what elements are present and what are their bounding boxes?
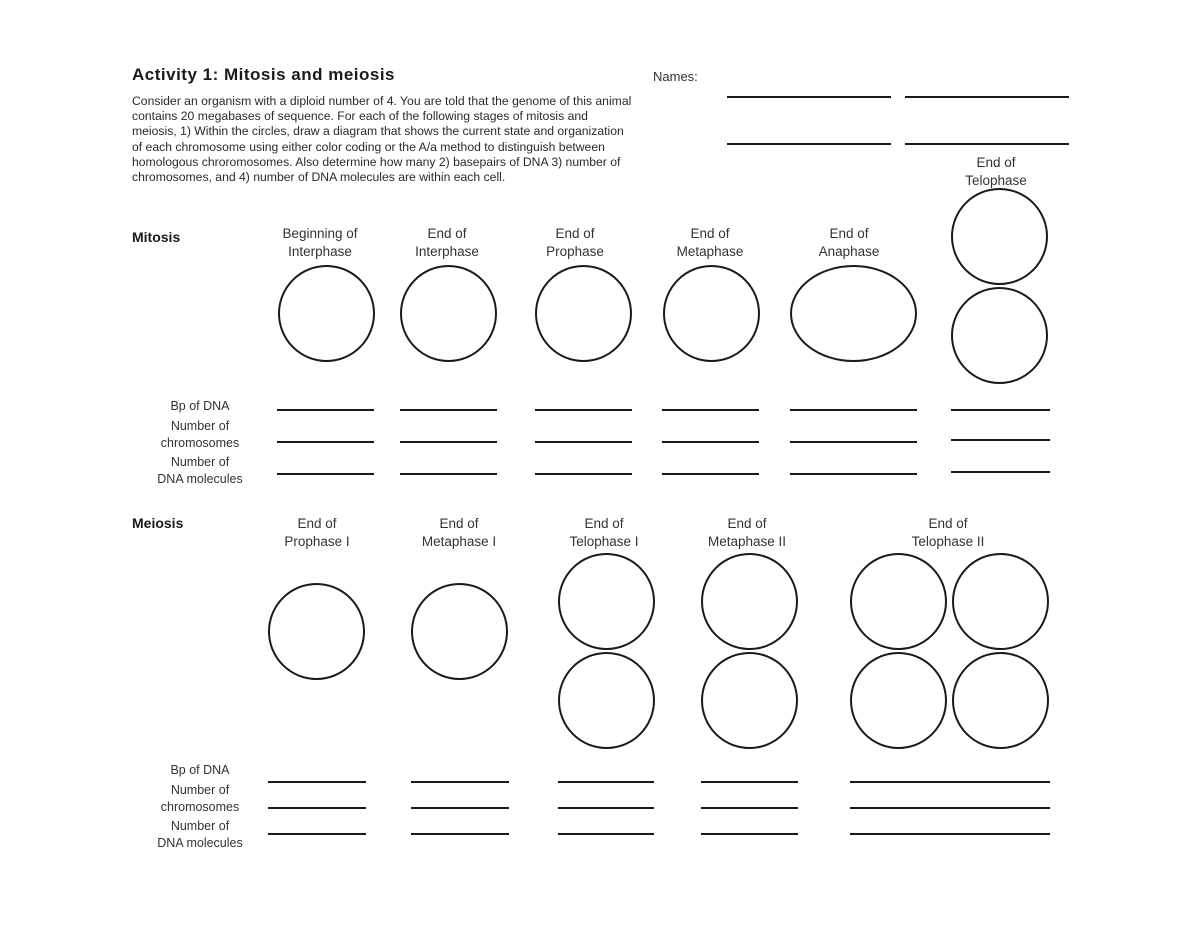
stage-label-end-anaphase: End of Anaphase — [818, 226, 880, 259]
cell-circle-end-telophase-ii-3[interactable] — [850, 652, 947, 749]
mitosis-bp-answer-line[interactable] — [951, 409, 1050, 411]
stage-label-end-metaphase-ii: End of Metaphase II — [707, 516, 787, 549]
mitosis-dna-answer-line[interactable] — [277, 473, 374, 475]
cell-circle-end-telophase-i-top[interactable] — [558, 553, 655, 650]
name-line-4[interactable] — [905, 143, 1069, 145]
mitosis-dna-molecules-label: Number of DNA molecules — [157, 455, 243, 486]
meiosis-bp-answer-line[interactable] — [558, 781, 654, 783]
mitosis-chromosomes-answer-line[interactable] — [662, 441, 759, 443]
cell-oval-end-anaphase[interactable] — [790, 265, 917, 362]
mitosis-section-label: Mitosis — [132, 229, 181, 245]
stage-label-beginning-interphase: Beginning of Interphase — [282, 226, 358, 259]
meiosis-bp-answer-line[interactable] — [701, 781, 798, 783]
mitosis-bp-answer-line[interactable] — [535, 409, 632, 411]
meiosis-dna-answer-line[interactable] — [558, 833, 654, 835]
mitosis-dna-answer-line[interactable] — [400, 473, 497, 475]
names-label: Names: — [653, 69, 698, 84]
mitosis-bp-answer-line[interactable] — [400, 409, 497, 411]
mitosis-bp-answer-line[interactable] — [790, 409, 917, 411]
stage-label-end-prophase-i: End of Prophase I — [284, 516, 350, 549]
meiosis-dna-answer-line[interactable] — [850, 833, 1050, 835]
cell-circle-end-telophase-bottom[interactable] — [951, 287, 1048, 384]
mitosis-bp-label: Bp of DNA — [170, 399, 230, 413]
meiosis-chromosomes-answer-line[interactable] — [268, 807, 366, 809]
cell-circle-end-prophase-i[interactable] — [268, 583, 365, 680]
cell-circle-end-metaphase-ii-top[interactable] — [701, 553, 798, 650]
mitosis-bp-answer-line[interactable] — [277, 409, 374, 411]
meiosis-dna-answer-line[interactable] — [268, 833, 366, 835]
mitosis-dna-answer-line[interactable] — [535, 473, 632, 475]
mitosis-dna-answer-line[interactable] — [951, 471, 1050, 473]
meiosis-bp-answer-line[interactable] — [411, 781, 509, 783]
meiosis-dna-answer-line[interactable] — [701, 833, 798, 835]
cell-circle-end-telophase-ii-2[interactable] — [952, 553, 1049, 650]
meiosis-dna-molecules-label: Number of DNA molecules — [157, 819, 243, 850]
meiosis-chromosomes-label: Number of chromosomes — [160, 783, 240, 814]
meiosis-chromosomes-answer-line[interactable] — [558, 807, 654, 809]
mitosis-chromosomes-answer-line[interactable] — [951, 439, 1050, 441]
cell-circle-end-interphase[interactable] — [400, 265, 497, 362]
meiosis-bp-answer-line[interactable] — [850, 781, 1050, 783]
meiosis-chromosomes-answer-line[interactable] — [701, 807, 798, 809]
cell-circle-end-metaphase-i[interactable] — [411, 583, 508, 680]
stage-label-end-metaphase-i: End of Metaphase I — [421, 516, 497, 549]
name-line-3[interactable] — [727, 143, 891, 145]
mitosis-dna-answer-line[interactable] — [662, 473, 759, 475]
mitosis-dna-answer-line[interactable] — [790, 473, 917, 475]
meiosis-section-label: Meiosis — [132, 515, 184, 531]
cell-circle-end-telophase-top[interactable] — [951, 188, 1048, 285]
meiosis-bp-answer-line[interactable] — [268, 781, 366, 783]
name-line-1[interactable] — [727, 96, 891, 98]
cell-circle-end-metaphase[interactable] — [663, 265, 760, 362]
worksheet-title: Activity 1: Mitosis and meiosis — [132, 65, 396, 84]
mitosis-chromosomes-answer-line[interactable] — [790, 441, 917, 443]
cell-circle-end-telophase-i-bottom[interactable] — [558, 652, 655, 749]
mitosis-chromosomes-answer-line[interactable] — [535, 441, 632, 443]
instructions-text: Consider an organism with a diploid number of 4. You are told that the genome of this animal contains 20 megabases of sequence. For each of the following stages of mitosis and meiosis, 1) Within the circles, draw a diagram that shows the current state and organization of each chromosome using either color coding or the A/a method to distinguish between homologous chroromosomes. Also determine how many 2) basepairs of DNA 3) number of chromosomes, and 4) number of DNA molecules are within each cell. — [132, 94, 632, 185]
meiosis-dna-answer-line[interactable] — [411, 833, 509, 835]
stage-label-end-metaphase: End of Metaphase — [676, 226, 744, 259]
mitosis-chromosomes-answer-line[interactable] — [400, 441, 497, 443]
cell-circle-end-metaphase-ii-bottom[interactable] — [701, 652, 798, 749]
stage-label-end-telophase-i: End of Telophase I — [569, 516, 639, 549]
cell-circle-end-prophase[interactable] — [535, 265, 632, 362]
meiosis-chromosomes-answer-line[interactable] — [411, 807, 509, 809]
stage-label-end-prophase: End of Prophase — [546, 226, 604, 259]
stage-label-end-telophase-ii: End of Telophase II — [911, 516, 985, 549]
meiosis-chromosomes-answer-line[interactable] — [850, 807, 1050, 809]
cell-circle-beginning-interphase[interactable] — [278, 265, 375, 362]
meiosis-bp-label: Bp of DNA — [170, 763, 230, 777]
cell-circle-end-telophase-ii-4[interactable] — [952, 652, 1049, 749]
mitosis-chromosomes-label: Number of chromosomes — [160, 419, 240, 450]
stage-label-end-interphase: End of Interphase — [415, 226, 479, 259]
name-line-2[interactable] — [905, 96, 1069, 98]
cell-circle-end-telophase-ii-1[interactable] — [850, 553, 947, 650]
mitosis-chromosomes-answer-line[interactable] — [277, 441, 374, 443]
stage-label-end-telophase: End of Telophase — [965, 155, 1027, 188]
mitosis-bp-answer-line[interactable] — [662, 409, 759, 411]
